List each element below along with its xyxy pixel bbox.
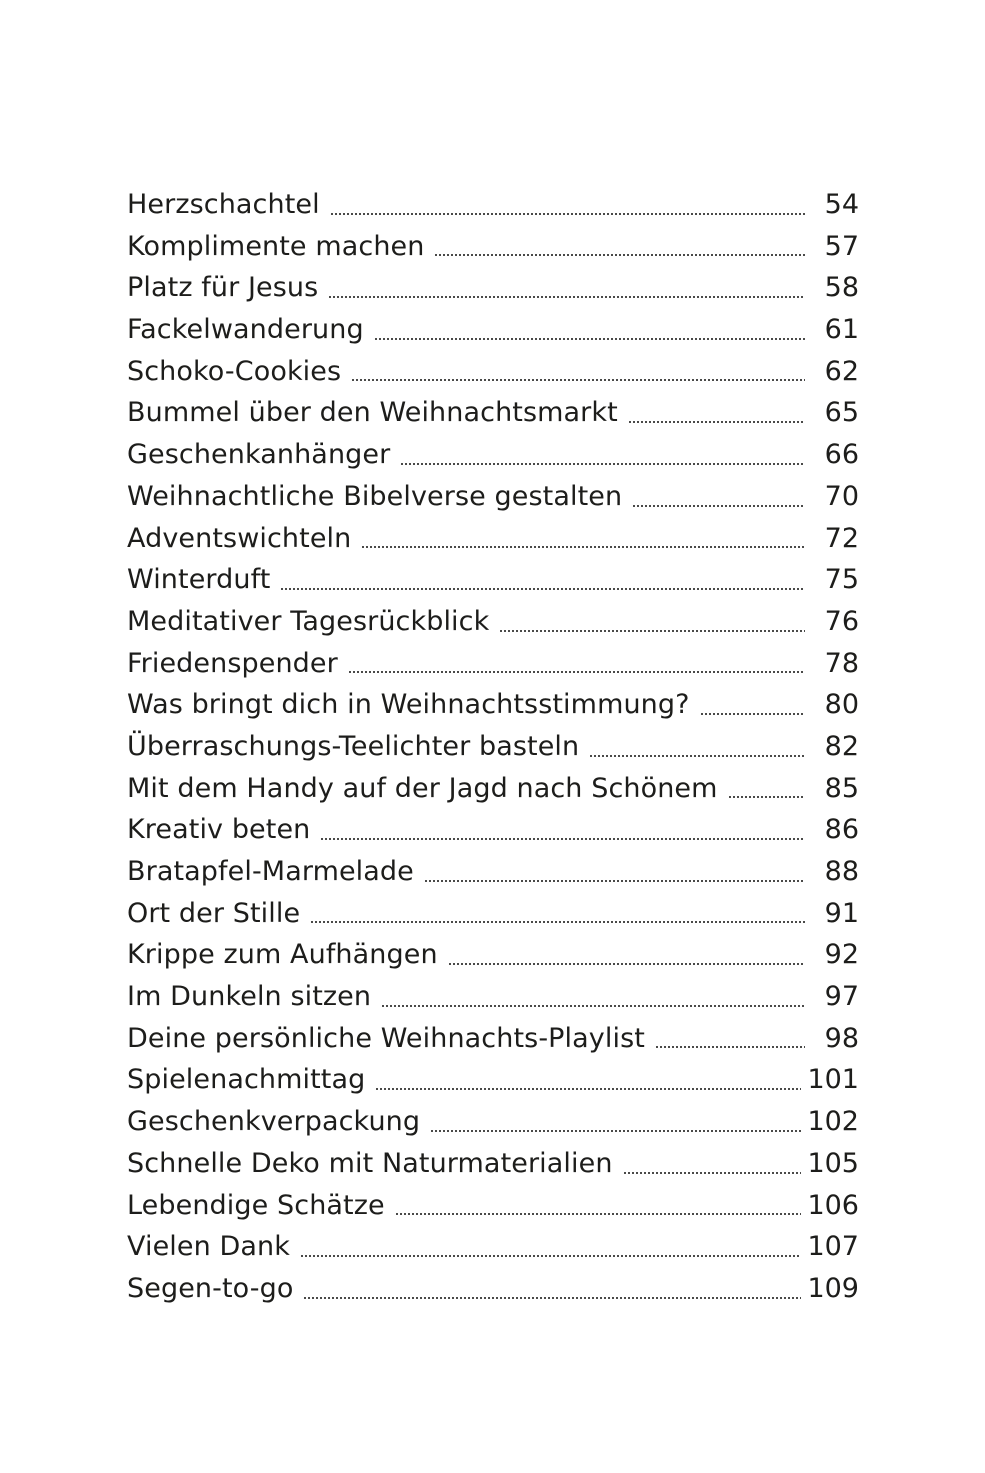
toc-entry-page: 70 (824, 480, 859, 512)
toc-entry-page: 82 (824, 730, 859, 762)
dot-leader (303, 1297, 801, 1299)
toc-entry (127, 1268, 859, 1310)
dot-leader (330, 213, 805, 215)
toc-entry (127, 726, 859, 768)
toc-entry (127, 518, 859, 560)
toc-entry-page: 101 (807, 1064, 859, 1096)
toc-entry (127, 184, 859, 226)
toc-entry (127, 768, 859, 810)
toc-entry-page: 78 (824, 647, 859, 679)
toc-entry (127, 893, 859, 935)
toc-entry (127, 809, 859, 851)
toc-entry-title: Meditativer Tagesrückblick (127, 605, 490, 637)
dot-leader (499, 630, 805, 632)
toc-entry (127, 851, 859, 893)
toc-entry-page: 98 (824, 1022, 859, 1054)
toc-entry-title: Platz für Jesus (127, 272, 319, 304)
toc-entry-title: Fackelwanderung (127, 314, 364, 346)
toc-entry-title: Weihnachtliche Bibelverse gestalten (127, 480, 623, 512)
toc-entry-page: 88 (824, 856, 859, 887)
toc-entry-title: Überraschungs-Teelichter basteln (127, 730, 580, 762)
toc-entry (127, 1101, 859, 1143)
toc-entry-title: Segen-to-go (127, 1272, 294, 1304)
toc-entry-page: 75 (824, 564, 859, 596)
toc-entry-title: Bummel über den Weihnachtsmarkt (127, 397, 618, 429)
toc-entry-title: Mit dem Handy auf der Jagd nach Schönem (127, 772, 718, 804)
toc-entry (127, 1143, 859, 1185)
toc-entry (127, 226, 859, 268)
toc-entry (127, 1185, 859, 1227)
dot-leader (361, 546, 805, 548)
toc-entry-page: 102 (807, 1106, 859, 1138)
toc-entry (127, 934, 859, 976)
toc-entry-page: 54 (824, 189, 859, 220)
toc-entry-title: Geschenkverpackung (127, 1106, 421, 1138)
toc-entry-page: 109 (807, 1272, 859, 1304)
toc-entry-title: Ort der Stille (127, 897, 301, 929)
toc-entry-page: 76 (824, 605, 859, 637)
toc-entry (127, 434, 859, 476)
toc-entry-title: Im Dunkeln sitzen (127, 981, 372, 1013)
dot-leader (728, 796, 805, 798)
dot-leader (280, 588, 805, 590)
dot-leader (430, 1130, 801, 1132)
toc-entry-title: Deine persönliche Weihnachts-Playlist (127, 1022, 645, 1054)
dot-leader (632, 505, 805, 507)
dot-leader (655, 1046, 805, 1048)
toc-entry-page: 62 (824, 355, 859, 387)
toc-entry (127, 476, 859, 518)
dot-leader (424, 880, 805, 882)
toc-entry (127, 601, 859, 643)
toc-entry-page: 80 (824, 689, 859, 721)
dot-leader (328, 296, 805, 298)
toc-entry-page: 57 (824, 230, 859, 262)
toc-entry (127, 643, 859, 685)
toc-entry-title: Bratapfel-Marmelade (127, 856, 414, 887)
dot-leader (348, 671, 805, 673)
toc-entry-title: Komplimente machen (127, 230, 425, 262)
toc-entry-title: Krippe zum Aufhängen (127, 939, 438, 971)
toc-entry-page: 72 (824, 522, 859, 554)
toc-entry-title: Schnelle Deko mit Naturmaterialien (127, 1147, 613, 1179)
toc-entry-page: 61 (824, 314, 859, 346)
toc-entry-title: Winterduft (127, 564, 271, 596)
toc-entry-title: Friedenspender (127, 647, 338, 679)
dot-leader (623, 1172, 802, 1174)
toc-entry-title: Lebendige Schätze (127, 1189, 385, 1221)
dot-leader (400, 463, 805, 465)
toc-entry-title: Vielen Dank (127, 1231, 290, 1263)
toc-entry (127, 684, 859, 726)
toc-entry-page: 106 (807, 1189, 859, 1221)
toc-entry (127, 392, 859, 434)
dot-leader (351, 379, 805, 381)
dot-leader (434, 254, 805, 256)
dot-leader (300, 1255, 801, 1257)
toc-entry-page: 107 (807, 1231, 859, 1263)
toc-entry (127, 559, 859, 601)
dot-leader (310, 921, 805, 923)
toc-entry-title: Spielenachmittag (127, 1064, 366, 1096)
toc-entry-title: Schoko-Cookies (127, 355, 342, 387)
toc-entry-title: Kreativ beten (127, 814, 311, 846)
toc-entry-page: 91 (824, 897, 859, 929)
dot-leader (374, 338, 805, 340)
toc-entry-page: 65 (824, 397, 859, 429)
dot-leader (381, 1005, 805, 1007)
dot-leader (448, 963, 805, 965)
toc-entry (127, 1018, 859, 1060)
toc-entry-page: 92 (824, 939, 859, 971)
toc-entry-page: 66 (824, 439, 859, 471)
dot-leader (628, 421, 805, 423)
toc-entry-title: Geschenkanhänger (127, 439, 391, 471)
toc-entry (127, 1226, 859, 1268)
toc-entry (127, 309, 859, 351)
dot-leader (589, 755, 805, 757)
toc-entry (127, 1059, 859, 1101)
dot-leader (700, 713, 805, 715)
toc-entry-page: 85 (824, 772, 859, 804)
dot-leader (375, 1088, 801, 1090)
toc-entry-title: Adventswichteln (127, 522, 352, 554)
toc-entry (127, 351, 859, 393)
toc-entry-title: Was bringt dich in Weihnachtsstimmung? (127, 689, 690, 721)
table-of-contents (127, 184, 859, 1310)
dot-leader (320, 838, 805, 840)
toc-entry (127, 976, 859, 1018)
toc-entry-page: 105 (807, 1147, 859, 1179)
toc-entry-page: 58 (824, 272, 859, 304)
toc-entry-title: Herzschachtel (127, 189, 320, 220)
toc-entry-page: 97 (824, 981, 859, 1013)
dot-leader (395, 1213, 802, 1215)
toc-entry-page: 86 (824, 814, 859, 846)
toc-entry (127, 267, 859, 309)
